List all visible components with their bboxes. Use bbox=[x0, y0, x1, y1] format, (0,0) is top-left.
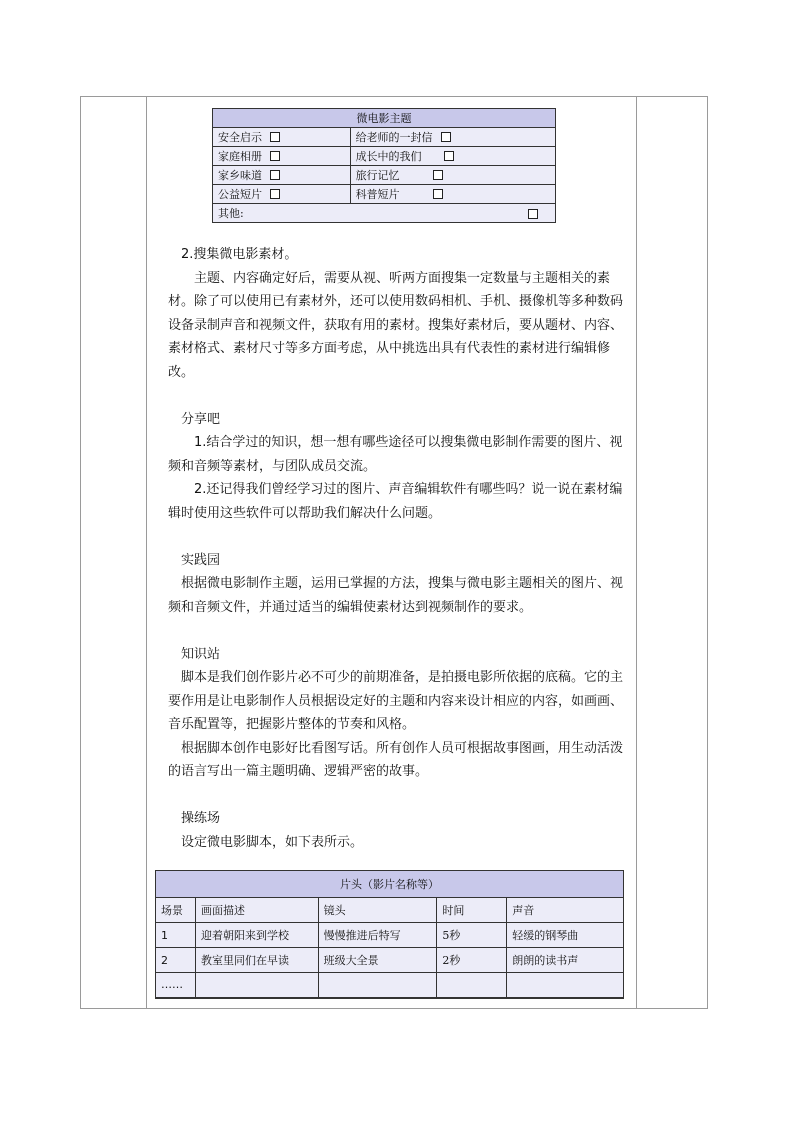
theme-option[interactable]: 科普短片 bbox=[350, 185, 555, 204]
checkbox-icon[interactable] bbox=[270, 151, 280, 161]
table-row bbox=[156, 973, 624, 998]
table-row bbox=[156, 923, 624, 948]
theme-option[interactable]: 旅行记忆 bbox=[350, 166, 555, 185]
table-cell: 轻缓的钢琴曲 bbox=[507, 923, 624, 948]
theme-table bbox=[212, 108, 556, 223]
table-cell: 2秒 bbox=[437, 948, 507, 973]
theme-option-other[interactable]: 其他: bbox=[213, 204, 556, 223]
table-cell bbox=[507, 973, 624, 998]
theme-option[interactable]: 家乡味道 bbox=[213, 166, 351, 185]
checkbox-icon[interactable] bbox=[528, 209, 538, 219]
table-cell: 朗朗的读书声 bbox=[507, 948, 624, 973]
theme-option[interactable]: 安全启示 bbox=[213, 128, 351, 147]
table-cell: 迎着朝阳来到学校 bbox=[195, 923, 318, 948]
table-cell: 5秒 bbox=[437, 923, 507, 948]
section-title: 知识站 bbox=[181, 646, 221, 662]
column-header: 镜头 bbox=[318, 898, 437, 923]
column-header: 场景 bbox=[156, 898, 196, 923]
checkbox-icon[interactable] bbox=[433, 170, 443, 180]
checkbox-icon[interactable] bbox=[270, 170, 280, 180]
checkbox-icon[interactable] bbox=[444, 151, 454, 161]
script-table-title: 片头（影片名称等） bbox=[156, 871, 624, 898]
column-header: 声音 bbox=[507, 898, 624, 923]
checkbox-icon[interactable] bbox=[433, 189, 443, 199]
section-title: 操练场 bbox=[181, 811, 221, 826]
list-item: 2.还记得我们曾经学习过的图片、声音编辑软件有哪些吗？说一说在素材编辑时使用这些软件可以帮助我们解决什么问题。 bbox=[168, 482, 623, 521]
section-title: 2.搜集微电影素材。 bbox=[181, 247, 298, 262]
table-cell bbox=[318, 973, 437, 998]
paragraph: 根据脚本创作电影好比看图写话。所有创作人员可根据故事图画，用生动活泼的语言写出一篇主题明确、逻辑严密的故事。 bbox=[168, 740, 624, 779]
lesson-content bbox=[168, 243, 630, 854]
section-title: 分享吧 bbox=[181, 411, 221, 427]
checkbox-icon[interactable] bbox=[270, 132, 280, 142]
checkbox-icon[interactable] bbox=[270, 189, 280, 199]
table-cell bbox=[437, 973, 507, 998]
table-cell: 1 bbox=[156, 923, 196, 948]
theme-option[interactable]: 公益短片 bbox=[213, 185, 351, 204]
script-table bbox=[155, 870, 624, 999]
column-divider-left bbox=[146, 96, 147, 1009]
table-cell: 慢慢推进后特写 bbox=[318, 923, 437, 948]
column-header: 画面描述 bbox=[195, 898, 318, 923]
table-cell bbox=[195, 973, 318, 998]
table-cell: 2 bbox=[156, 948, 196, 973]
paragraph: 脚本是我们创作影片必不可少的前期准备，是拍摄电影所依据的底稿。它的主要作用是让电影制作人员根据设定好的主题和内容来设计相应的内容，如画画、音乐配置等，把握影片整体的节奏和风格。 bbox=[168, 670, 624, 732]
table-header-row bbox=[156, 898, 624, 923]
theme-table-header: 微电影主题 bbox=[213, 109, 556, 128]
paragraph: 根据微电影制作主题，运用已掌握的方法，搜集与微电影主题相关的图片、视频和音频文件，并通过适当的编辑使素材达到视频制作的要求。 bbox=[168, 576, 624, 615]
paragraph: 设定微电影脚本，如下表所示。 bbox=[181, 834, 364, 850]
theme-option[interactable]: 给老师的一封信 bbox=[350, 128, 555, 147]
section-title: 实践园 bbox=[181, 552, 221, 568]
theme-option[interactable]: 家庭相册 bbox=[213, 147, 351, 166]
checkbox-icon[interactable] bbox=[441, 132, 451, 142]
column-divider-right bbox=[636, 96, 637, 1009]
theme-option[interactable]: 成长中的我们 bbox=[350, 147, 555, 166]
table-cell: 班级大全景 bbox=[318, 948, 437, 973]
column-header: 时间 bbox=[437, 898, 507, 923]
list-item: 1.结合学过的知识，想一想有哪些途径可以搜集微电影制作需要的图片、视频和音频等素材，与团队成员交流。 bbox=[168, 435, 623, 474]
table-cell: 教室里同们在早读 bbox=[195, 948, 318, 973]
paragraph: 主题、内容确定好后，需要从视、听两方面搜集一定数量与主题相关的素材。除了可以使用已有素材外，还可以使用数码相机、手机、摄像机等多种数码设备录制声音和视频文件，获取有用的素材。搜集好素材后，要从题材、内容、素材格式、素材尺寸等多方面考虑，从中挑选出具有代表性的素材进行编辑修改。 bbox=[168, 270, 624, 380]
table-cell: …… bbox=[156, 973, 196, 998]
table-row bbox=[156, 948, 624, 973]
